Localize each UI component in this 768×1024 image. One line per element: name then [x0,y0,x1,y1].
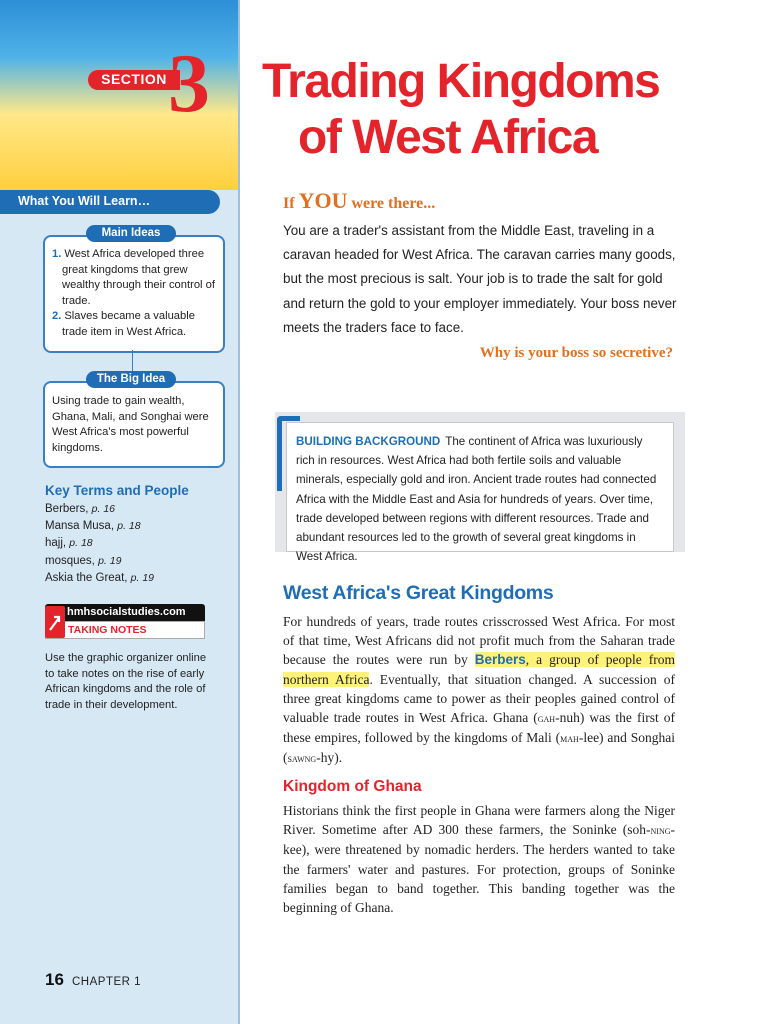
hmh-site-link[interactable]: hmhsocialstudies.com [45,604,205,621]
intro-text: You are a trader's assistant from the Middle East, traveling in a caravan headed for West Africa. The caravan carries many goods, but the most precious is salt. Your job is to trade the salt for gold and return the gold to your employer immediately. Your boss never meets the traders face to face. [283,223,677,335]
key-term-page: p. 18 [117,520,141,533]
text-run: -hy). [316,750,343,766]
external-link-icon [45,606,65,638]
key-term-page: p. 19 [98,554,122,567]
pronunciation: gah [537,711,556,726]
key-term-page: p. 18 [69,537,93,550]
background-body: The continent of Africa was luxuriously rich in resources. West Africa had both fertile soils and valuable minerals, especially gold and iron. Ancient trade routes had connected Africa with the Middle East and Asia for hundreds of years. Over time, trade developed between regions with different resources. Trade and abundant resources led to the growth of several great kingdoms in West Africa. [296,435,657,564]
main-idea-number: 2. [52,310,62,322]
key-term: Mansa Musa, [45,520,118,533]
section-number: 3 [168,37,210,130]
why-question: Why is your boss so secretive? [479,345,673,361]
key-term: Askia the Great, [45,571,131,584]
paragraph-ghana [283,801,675,917]
main-ideas-label: Main Ideas [86,225,176,242]
main-idea-text: West Africa developed three great kingdoms that grew wealthy through their control of trade. [62,248,215,307]
key-term-item [45,570,154,587]
text-run: Historians think the first people in Ghana were farmers along the Niger River. Sometime after AD 300 these farmers, the Soninke (soh- [283,803,675,838]
learn-title: What You Will Learn… [18,194,151,208]
main-idea-number: 1. [52,248,62,260]
chapter-label: CHAPTER 1 [72,976,142,988]
big-idea-text: Using trade to gain wealth, Ghana, Mali, and Songhai were West Africa's most powerful kingdoms. [52,395,209,454]
key-term: hajj, [45,537,70,550]
background-label: BUILDING BACKGROUND [296,435,441,448]
key-term-item [45,553,154,570]
if-you-post: were there... [347,195,436,212]
if-you-heading [283,188,435,214]
pronunciation: mah [560,731,579,746]
notes-text: Use the graphic organizer online to take notes on the rise of early African kingdoms and the role of trade in their development. [45,652,207,711]
heading-great-kingdoms: West Africa's Great Kingdoms [283,582,554,604]
pronunciation: ning [650,823,671,838]
text-run: -lee) and Songhai ( [283,730,676,766]
if-you-pre: If [283,195,299,212]
background-text [296,432,664,566]
key-term: Berbers, [45,503,92,515]
key-term: mosques, [45,554,99,567]
key-term-page: p. 16 [91,503,116,515]
title-line-1: Trading Kingdoms [262,55,660,108]
page-number: 16 [45,970,64,989]
heading-kingdom-of-ghana: Kingdom of Ghana [283,778,422,795]
taking-notes-label: TAKING NOTES [45,621,205,639]
paragraph-great-kingdoms [283,612,675,769]
key-terms-title: Key Terms and People [45,483,189,498]
key-terms-list [45,501,154,587]
key-term-item [45,535,154,552]
key-term-berbers: Berbers [474,652,526,668]
main-ideas-list [48,247,220,340]
text-run: -nuh) was the first of these empires, followed by the kingdoms of Mali ( [283,710,675,746]
section-label: SECTION [101,71,167,87]
text-run: -kee), were threatened by nomadic herders. The herders wanted to take the farmers' water and pastures. For protection, groups of Soninke families began to band together. This banding together was the beginning of Ghana. [283,822,675,916]
term-definition: , a group of people from northern Africa [283,652,675,687]
main-idea-text: Slaves became a valuable trade item in West Africa. [62,310,195,338]
page-title [262,54,742,166]
text-run: For hundreds of years, trade routes crisscrossed West Africa. For most of that time, West Africans did not profit much from the Saharan trade because the routes were run by [283,614,675,668]
if-you-big: YOU [298,188,348,213]
pronunciation: sawng [287,751,317,766]
text-run: . Eventually, that situation changed. A succession of three great kingdoms came to power as their peoples gained control of valuable trade routes in West Africa. Ghana ( [283,671,675,726]
key-term-item [45,501,154,518]
key-term-page: p. 19 [130,571,155,584]
big-idea-label: The Big Idea [86,371,176,388]
title-line-2: of West Africa [298,111,598,164]
main-idea-item [48,247,220,309]
main-idea-item [48,309,220,340]
key-term-item [45,518,154,535]
